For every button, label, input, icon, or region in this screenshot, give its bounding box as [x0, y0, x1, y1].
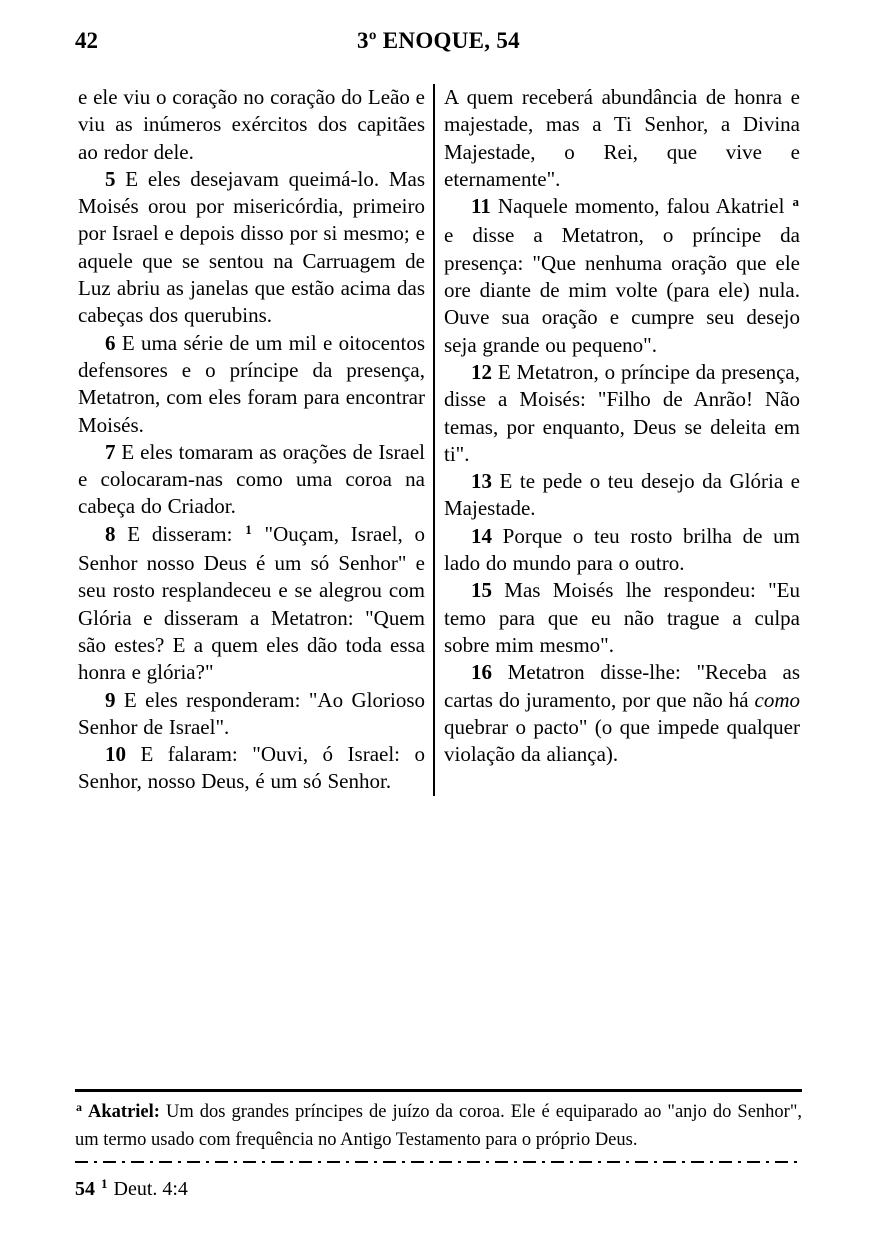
page-header	[75, 28, 802, 60]
verse-text: E uma série de um mil e oitocentos defensores e o príncipe da presença, Metatron, com eles foram para encontrar Moisés.	[78, 330, 425, 437]
verse-text: Metatron disse-lhe: "Receba as cartas do juramento, por que não há	[444, 660, 800, 712]
verse-text: E falaram: "Ouvi, ó Israel: o Senhor, nosso Deus, é um só Senhor.	[78, 742, 425, 794]
verse-paragraph	[444, 659, 800, 768]
verse-number: 10	[105, 742, 126, 767]
verse-paragraph	[78, 741, 425, 796]
verse-text: Porque o teu rosto brilha de um lado do mundo para o outro.	[444, 523, 800, 576]
verse-text: E eles tomaram as orações de Israel e colocaram-nas como uma coroa na cabeça do Criador.	[78, 439, 425, 519]
verse-number: 16	[471, 660, 492, 685]
verse-paragraph	[444, 359, 800, 468]
left-column	[78, 84, 425, 796]
footnote-marker: 1	[101, 1176, 108, 1191]
verse-number: 11	[471, 194, 491, 219]
verse-number: 15	[471, 578, 492, 603]
verse-text: quebrar o pacto" (o que impede qualquer violação da aliança).	[444, 714, 800, 767]
footnote-text	[75, 1099, 802, 1154]
verse-paragraph	[78, 84, 425, 166]
verse-text: Mas Moisés lhe respondeu: "Eu temo para que eu não trague a culpa sobre mim mesmo".	[444, 578, 800, 657]
verse-paragraph	[78, 521, 425, 687]
verse-number: 14	[471, 523, 492, 548]
verse-paragraph	[78, 687, 425, 742]
verse-paragraph	[78, 439, 425, 521]
page-number: 42	[75, 28, 98, 53]
verse-paragraph	[444, 577, 800, 659]
footnote-marker: a	[792, 194, 799, 210]
verse-text: Naquele momento, falou Akatriel	[490, 194, 792, 219]
verse-number: 5	[105, 166, 116, 191]
verse-number: 13	[471, 469, 492, 494]
verse-text: e ele viu o coração no coração do Leão e viu as inúmeros exércitos dos capitães ao redor dele.	[78, 85, 425, 164]
verse-text: "Ouçam, Israel, o Senhor nosso Deus é um só Senhor" e seu rosto resplandeceu e se alegrou com Glória e disseram a Metatron: "Quem são estes? E a quem eles dão toda essa honra e glória?"	[78, 521, 425, 685]
footnote-marker: a	[76, 1100, 82, 1114]
page-title: 3º ENOQUE, 54	[357, 28, 520, 53]
verse-number: 9	[105, 687, 116, 712]
verse-paragraph	[444, 468, 800, 523]
verse-paragraph	[444, 523, 800, 578]
verse-number: 7	[105, 439, 116, 464]
verse-number: 8	[105, 521, 116, 546]
verse-number: 12	[471, 359, 492, 384]
footnote-separator-rule	[75, 1089, 802, 1092]
text-columns	[78, 84, 800, 796]
verse-text: E te pede o teu desejo da Glória e Majestade.	[444, 469, 800, 521]
verse-number: 54	[75, 1178, 100, 1200]
verse-number: 6	[105, 330, 116, 355]
verse-text: E eles desejavam queimá-lo. Mas Moisés orou por misericórdia, primeiro por Israel e depois disso por si mesmo; e aquele que se sentou na Carruagem de Luz abriu as janelas que estão acima das cabeças dos querubins.	[78, 166, 425, 328]
verse-number: Akatriel:	[83, 1102, 160, 1122]
reference-note	[75, 1176, 802, 1204]
verse-text: A quem receberá abundância de honra e majestade, mas a Ti Senhor, a Divina Majestade, o Rei, que vive e eternamente".	[444, 85, 800, 191]
italic-text: como	[754, 687, 800, 712]
verse-text: Deut. 4:4	[108, 1178, 188, 1200]
verse-paragraph	[444, 193, 800, 359]
right-column	[444, 84, 800, 796]
footnote-section	[75, 1089, 802, 1204]
verse-text: E eles responderam: "Ao Glorioso Senhor de Israel".	[78, 687, 425, 739]
footnote-marker: 1	[245, 521, 252, 537]
verse-text: e disse a Metatron, o príncipe da presença: "Que nenhuma oração que ele ore diante de mim volte (para ele) nula. Ouve sua oração e cumpre seu desejo seja grande ou pequeno".	[444, 223, 800, 357]
verse-paragraph	[78, 166, 425, 330]
verse-text: Um dos grandes príncipes de juízo da coroa. Ele é equiparado ao "anjo do Senhor", um termo usado com frequência no Antigo Testamento para o próprio Deus.	[75, 1102, 802, 1150]
verse-text: E disseram:	[115, 521, 245, 546]
verse-paragraph	[78, 330, 425, 439]
verse-text: E Metatron, o príncipe da presença, disse a Moisés: "Filho de Anrão! Não temas, por enquanto, Deus se deleita em ti".	[444, 359, 800, 466]
column-divider-rule	[433, 84, 435, 796]
dash-dot-divider	[75, 1161, 802, 1163]
verse-paragraph	[444, 84, 800, 193]
